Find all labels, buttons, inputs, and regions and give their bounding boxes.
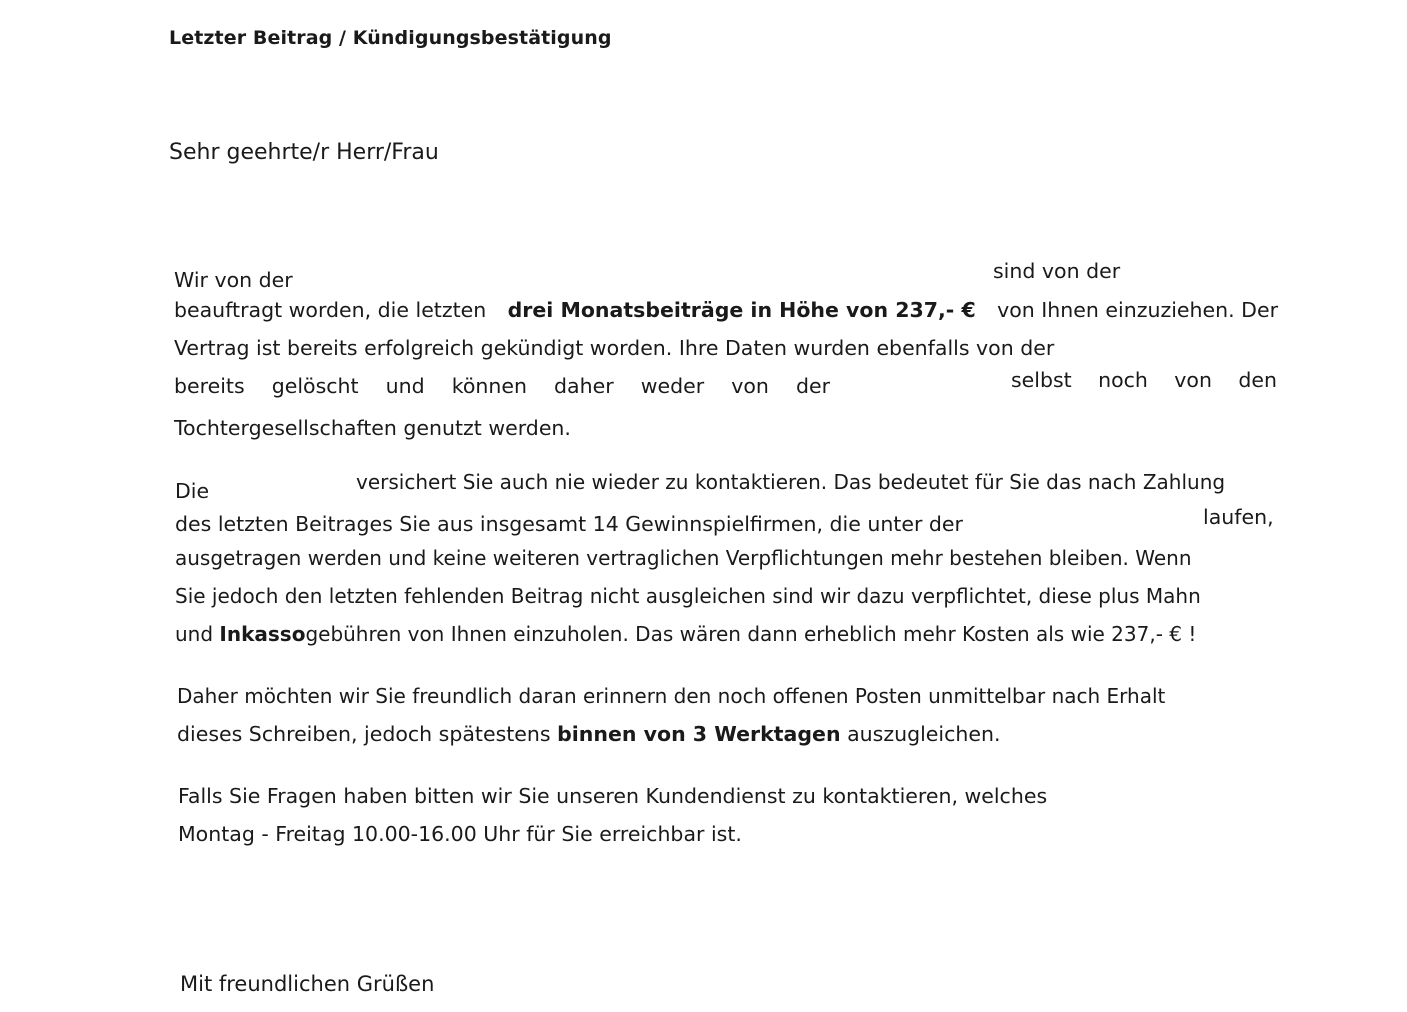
p1-l4-word: von — [1174, 368, 1212, 392]
p4-line-1 — [178, 784, 1047, 808]
p1-line-4-right — [1011, 368, 1277, 392]
p1-line-1-right — [993, 259, 1120, 283]
p2-l2-text-b: laufen, — [1203, 505, 1274, 529]
p2-l1-text-b: versichert Sie auch nie wieder zu kontaktieren. Das bedeutet für Sie das nach Zahlung — [356, 470, 1226, 494]
p3-l2-deadline: binnen von 3 Werktagen — [557, 722, 841, 746]
letter-closing: Mit freundlichen Grüßen — [180, 972, 435, 996]
p1-l2-text-a: beauftragt worden, die letzten — [174, 298, 487, 322]
p2-line-1-left — [175, 479, 209, 503]
p1-l1-text-a: Wir von der — [174, 268, 293, 292]
p1-l4-word: der — [795, 374, 830, 398]
p1-l4-word: weder — [640, 374, 705, 398]
p1-l4-word: und — [385, 374, 425, 398]
p1-line-2 — [174, 298, 1278, 322]
p1-l4-word: daher — [554, 374, 614, 398]
p1-l4-word: können — [451, 374, 527, 398]
letter-salutation: Sehr geehrte/r Herr/Frau — [169, 140, 439, 165]
p1-l2-text-c: von Ihnen einzuziehen. Der — [997, 298, 1278, 322]
p2-l3-text: ausgetragen werden und keine weiteren vertraglichen Verpflichtungen mehr bestehen bleiben. Wenn — [175, 546, 1192, 570]
p1-l4-word: bereits — [174, 374, 245, 398]
p3-line-2 — [177, 722, 1000, 746]
p1-l5-text: Tochtergesellschaften genutzt werden. — [174, 416, 571, 440]
p2-l2-text-a: des letzten Beitrages Sie aus insgesamt 14 Gewinnspielfirmen, die unter der — [175, 512, 963, 536]
p1-line-1-left — [174, 268, 293, 292]
p1-l1-text-b: sind von der — [993, 259, 1121, 283]
p2-line-4 — [175, 584, 1201, 608]
p3-line-1 — [177, 684, 1165, 708]
p2-line-2-right — [1203, 505, 1274, 529]
p2-l4-text: Sie jedoch den letzten fehlenden Beitrag nicht ausgleichen sind wir dazu verpflichtet, diese plus Mahn — [175, 584, 1201, 608]
p2-l1-text-a: Die — [175, 479, 210, 503]
p3-l2-text-a: dieses Schreiben, jedoch spätestens — [177, 722, 551, 746]
p1-line-3 — [174, 336, 1054, 360]
p1-line-4-left — [174, 374, 830, 398]
p2-line-3 — [175, 546, 1192, 570]
p1-line-5 — [174, 416, 571, 440]
letter-subject: Letzter Beitrag / Kündigungsbestätigung — [169, 27, 612, 49]
p2-l5-text-a: und — [175, 622, 214, 646]
p2-line-1-right — [356, 470, 1225, 494]
p2-line-2-left — [175, 512, 963, 536]
p1-l3-text: Vertrag ist bereits erfolgreich gekündigt worden. Ihre Daten wurden ebenfalls von der — [174, 336, 1055, 360]
p1-l2-amount: drei Monatsbeiträge in Höhe von 237,- € — [507, 298, 976, 322]
p3-l2-text-c: auszugleichen. — [847, 722, 1001, 746]
p1-l4-word: selbst — [1011, 368, 1072, 392]
p2-l5-bold: Inkasso — [219, 622, 306, 646]
p1-l4-word: den — [1238, 368, 1277, 392]
p1-l4-word: von — [731, 374, 769, 398]
p2-line-5 — [175, 622, 1196, 646]
p2-l5-text-c: gebühren von Ihnen einzuholen. Das wären dann erheblich mehr Kosten als wie 237,- € ! — [305, 622, 1197, 646]
p1-l4-word: gelöscht — [271, 374, 359, 398]
p3-l1-text: Daher möchten wir Sie freundlich daran erinnern den noch offenen Posten unmittelbar nach Erhalt — [177, 684, 1166, 708]
p4-l1-text: Falls Sie Fragen haben bitten wir Sie unseren Kundendienst zu kontaktieren, welches — [178, 784, 1048, 808]
p4-l2-text: Montag - Freitag 10.00-16.00 Uhr für Sie erreichbar ist. — [178, 822, 742, 846]
p1-l4-word: noch — [1098, 368, 1148, 392]
p4-line-2 — [178, 822, 742, 846]
